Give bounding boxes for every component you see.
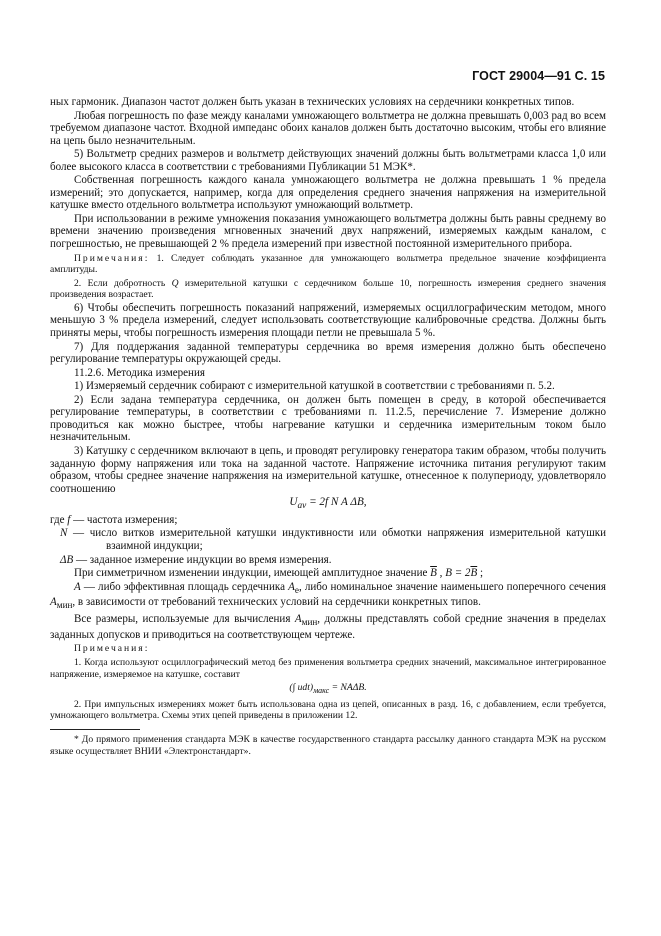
paragraph: Собственная погрешность каждого канала умножающего вольтметра не должна превышать 1 % предела измерений; это допускается, например, когда для определения среднего значения напряжения на измерительной катушке вместо отдельного вольтметра используют умножающий вольтметр. (50, 174, 606, 212)
definition (50, 514, 606, 527)
paragraph-text: При симметричном изменении индукции, имеющей амплитудное значение (74, 567, 431, 580)
definition-text: — число витков измерительной катушки индуктивности или обмотки напряжения измерительной катушки взаимной индукции; (67, 527, 606, 553)
definition-text: — заданное измерение индукции во время измерения. (73, 553, 332, 566)
symbol: A (294, 613, 302, 626)
footnote: * До прямого применения стандарта МЭК в качестве государственного стандарта рассылку данного стандарта МЭК на русском языке осуществляет ВНИИ «Электронстандарт». (50, 733, 606, 757)
paragraph: При использовании в режиме умножения показания умножающего вольтметра должны быть равны среднему во времени значению произведения мгновенных значений двух напряжений, измеряемых каждым каналом, с погрешностью, не превышающей 2 % предела измерений при известной постоянной измерительного прибора. (50, 212, 606, 251)
symbol: Q (171, 277, 179, 289)
paragraph: 2) Если задана температура сердечника, он должен быть помещен в среду, в которой обеспечивается регулирование температуры, в соответствии с требованиями п. 11.2.5, перечисление 7. Измерение должно проводиться как можно быстрее, чтобы нагревание катушки и сердечника измерительным током было незначительным. (50, 393, 606, 444)
note-text: 1. Следует соблюдать указанное для умножающего вольтметра предельное значение коэффициента амплитуды. (50, 252, 606, 276)
paragraph: 7) Для поддержания заданной температуры сердечника во время измерения должно быть обеспечено регулирование температуры окружающей среды. (50, 340, 606, 366)
definition (50, 554, 606, 567)
formula-subscript: макс (313, 686, 330, 696)
formula (50, 496, 606, 513)
paragraph (50, 613, 606, 641)
formula-body: (∫ udt) (289, 682, 314, 694)
symbol: f (67, 513, 71, 526)
symbol: $\overline{B}$ (430, 567, 437, 580)
formula-symbol: U (289, 496, 298, 509)
note (50, 253, 606, 276)
symbol: ΔB (60, 553, 74, 566)
note: 2. При импульсных измерениях может быть использована одна из цепей, описанных в разд. 16, с добавлением, если требуется, умножающего вольтметра. Схемы этих цепей приведены в приложении 12. (50, 698, 606, 722)
paragraph: ных гармоник. Диапазон частот должен быть указан в технических условиях на сердечники конкретных типов. (50, 96, 575, 108)
note: 1. Когда используют осциллографический метод без применения вольтметра средних значений, максимальное интегрированное напряжение, измеряемое на катушке, составит (50, 657, 606, 680)
symbol: N (60, 527, 68, 540)
paragraph-text: , в зависимости от требований технических условий на сердечники конкретных типов. (72, 596, 481, 609)
definition-text: — частота измерения; (70, 513, 178, 526)
symbol: A (288, 580, 295, 593)
symbol: , B = 2 (436, 567, 471, 580)
paragraph: 1) Измеряемый сердечник собирают с измерительной катушкой в соответствии с требованиями п. 5.2. (74, 380, 555, 393)
footnote-divider (50, 729, 140, 730)
paragraph-text: Все размеры, используемые для вычисления (74, 613, 295, 626)
paragraph-text: — либо эффективная площадь сердечника (80, 580, 289, 593)
note-label: Примечания: (74, 252, 150, 264)
symbol: A (50, 596, 57, 609)
paragraph: Любая погрешность по фазе между каналами умножающего вольтметра не должна превышать 0,003 рад во всем требуемом диапазоне частот. Входной импеданс обоих каналов должен быть достаточно высоким, чтобы его влияние на цепь было незначительным. (50, 109, 606, 147)
symbol-subscript: e (294, 584, 299, 595)
paragraph: 6) Чтобы обеспечить погрешность показаний напряжений, измеряемых осциллографическим методом, много меньшую 3 % предела измерений, следует использовать соответствующие калибровочные средства. Должны быть приняты меры, чтобы погрешность измерения площади петли не превышала 5 %. (50, 301, 606, 340)
note-text: 2. Если добротность (74, 277, 172, 289)
symbol-subscript: мин (301, 617, 318, 628)
symbol-subscript: мин (56, 600, 73, 611)
paragraph-text: , должны представлять собой средние значения в пределах заданных допусков и приводиться на соответствующем чертеже. (50, 613, 607, 641)
paragraph-text: , либо номинальное значение наименьшего поперечного сечения (298, 580, 606, 593)
paragraph: 3) Катушку с сердечником включают в цепь, и проводят регулировку генератора таким образом, чтобы получить заданную форму напряжения или тока на заданной частоте. Напряжение источника питания регулируют таким образом, чтобы среднее значение напряжения на измерительной катушке, отнесенное к полупериоду, удовлетворяло соотношению (50, 444, 606, 495)
paragraph-text: ; (477, 567, 484, 580)
paragraph (50, 567, 606, 580)
document-body (50, 96, 606, 758)
paragraph: 5) Вольтметр средних размеров и вольтметр действующих значений должны быть вольтметрами класса 1,0 или более высокого класса в соответствии с требованиями Публикации 51 МЭК*. (50, 148, 606, 173)
formula-subscript: av (297, 501, 307, 512)
formula (50, 682, 606, 697)
formula-body: = NAΔB. (329, 682, 367, 694)
symbol: A (74, 580, 81, 593)
definition-intro: где (50, 513, 68, 526)
formula-body: = 2f N A ΔB, (306, 496, 367, 509)
section-heading: 11.2.6. Методика измерения (74, 366, 205, 379)
note-text: измерительной катушки с сердечником больше 10, погрешность измерения среднего значения произведения возрастает. (50, 277, 606, 301)
symbol: $\overline{B}$ (470, 567, 478, 580)
note (50, 278, 606, 301)
paragraph (50, 581, 606, 613)
note-label: Примечания: (74, 643, 150, 655)
definition (50, 527, 606, 552)
page-header: ГОСТ 29004—91 С. 15 (472, 69, 605, 83)
